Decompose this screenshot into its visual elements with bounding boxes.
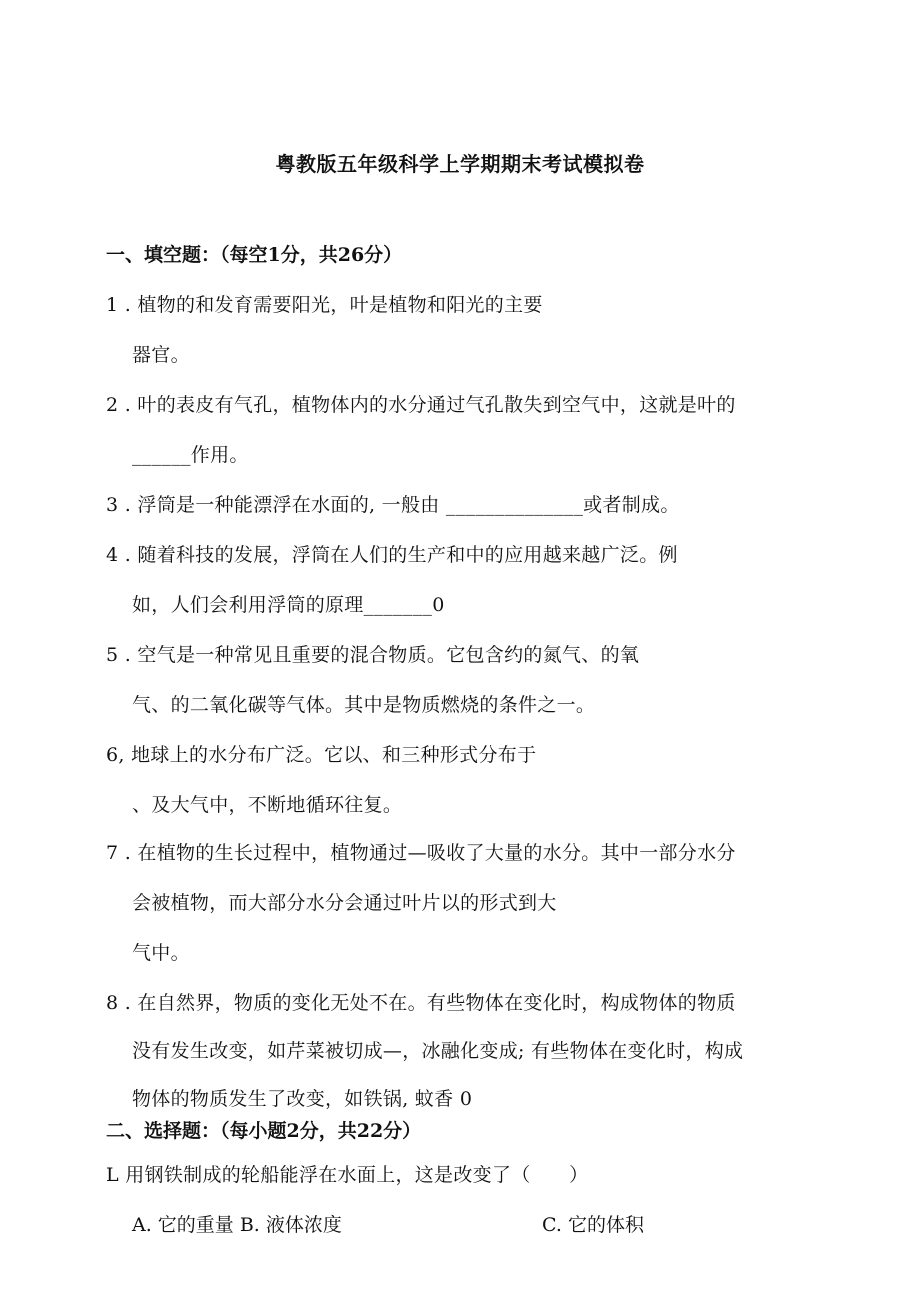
question-4-line-2: 如，人们会利用浮筒的原理_______0: [132, 594, 445, 616]
question-3-line-1: 3 . 浮筒是一种能漂浮在水面的, 一般由 ______________或者制成。: [106, 494, 680, 516]
choice-options-a-b: A. 它的重量 B. 液体浓度: [132, 1214, 342, 1236]
question-5-line-1: 5 . 空气是一种常见且重要的混合物质。它包含约的氮气、的氧: [106, 644, 640, 666]
page-title-text: 粤教版五年级科学上学期期末考试模拟卷: [275, 152, 645, 176]
question-1-line-2: 器官。: [132, 344, 190, 366]
question-8-line-3: 物体的物质发生了改变，如铁锅, 蚊香 0: [132, 1088, 473, 1110]
question-8-line-1: 8 . 在自然界，物质的变化无处不在。有些物体在变化时，构成物体的物质: [106, 992, 736, 1014]
choice-option-c: C. 它的体积: [542, 1214, 644, 1236]
question-6-line-2: 、及大气中，不断地循环往复。: [132, 794, 403, 816]
question-2-line-2: ______作用。: [132, 444, 249, 466]
question-7-line-1: 7 . 在植物的生长过程中，植物通过—吸收了大量的水分。其中一部分水分: [106, 842, 736, 864]
choice-question-1: L 用钢铁制成的轮船能浮在水面上，这是改变了（ ）: [106, 1164, 589, 1186]
question-8-line-2: 没有发生改变，如芹菜被切成—，冰融化变成; 有些物体在变化时，构成: [132, 1040, 744, 1062]
question-1-line-1: 1 . 植物的和发育需要阳光，叶是植物和阳光的主要: [106, 294, 543, 316]
section-heading-fill-in: 一、填空题：（每空1分，共26分）: [106, 244, 403, 266]
page-title: [0, 148, 920, 177]
question-7-line-3: 气中。: [132, 942, 190, 964]
question-5-line-2: 气、的二氧化碳等气体。其中是物质燃烧的条件之一。: [132, 694, 596, 716]
question-7-line-2: 会被植物，而大部分水分会通过叶片以的形式到大: [132, 892, 557, 914]
question-4-line-1: 4 . 随着科技的发展，浮筒在人们的生产和中的应用越来越广泛。例: [106, 544, 678, 566]
question-2-line-1: 2 . 叶的表皮有气孔，植物体内的水分通过气孔散失到空气中，这就是叶的: [106, 394, 736, 416]
section-heading-choice: 二、选择题：（每小题2分，共22分）: [106, 1120, 422, 1142]
question-6-line-1: 6, 地球上的水分布广泛。它以、和三种形式分布于: [106, 744, 537, 766]
